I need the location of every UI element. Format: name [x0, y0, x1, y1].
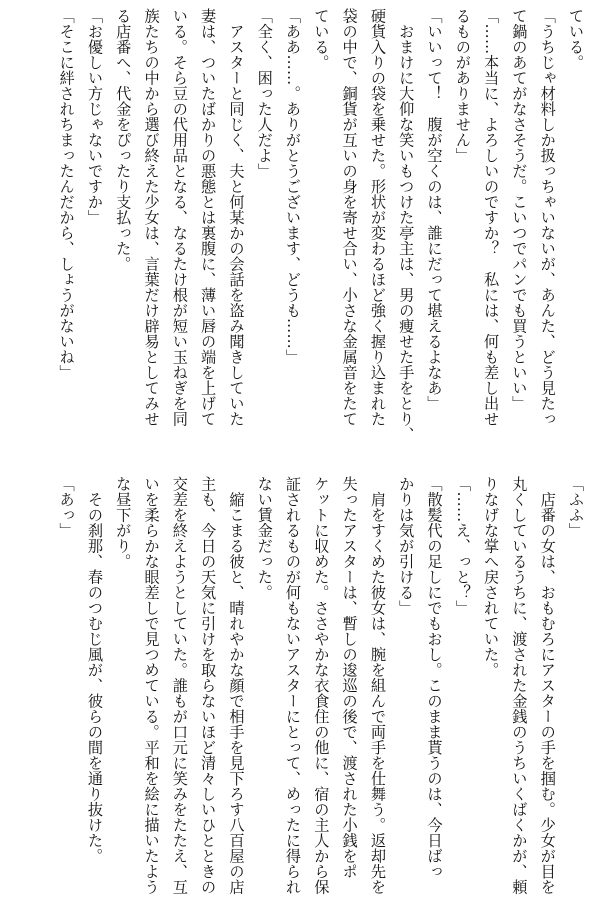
text-block-top [52, 8, 590, 448]
text-line: 交差を終えようとしていた。誰もが口元に笑みをたたえ、互 [170, 476, 189, 895]
text-line: 袋の中で、銅貨が互いの身を寄せ合い、小さな金属音をたて [340, 8, 359, 427]
text-line: かりは気が引ける」 [397, 476, 416, 616]
text-line: る店番へ、代金をぴったり支払った。 [114, 8, 133, 272]
text-line: 失ったアスターは、暫しの逡巡の後で、渡された小銭をポ [340, 476, 359, 879]
text-line: 硬貨入りの袋を乗せた。形状が変わるほど強く握り込まれた [368, 8, 387, 427]
text-line: 肩をすくめた彼女は、腕を組んで両手を仕舞う。返却先を [368, 476, 387, 895]
text-line: 「うちじゃ材料しか扱っちゃいないが、あんた、どう見たっ [538, 8, 557, 427]
text-line: 族たちの中から選び終えた少女は、言葉だけ辟易としてみせ [142, 8, 161, 427]
text-line: 「……え、っと？」 [453, 476, 472, 616]
text-line: 「ああ……。ありがとうございます、どうも……」 [284, 8, 303, 365]
text-line: ている。 [312, 8, 331, 70]
text-line: いる。そら豆の代用品となる、なるたけ根が短い玉ねぎを同 [170, 8, 189, 427]
text-line: 「全く、困った人だよ」 [255, 8, 274, 179]
text-line: 証されるものが何もないアスターにとって、めったに得られ [284, 476, 303, 895]
text-line: て鍋のあてがなさそうだ。こいつでパンでも買うといい」 [510, 8, 529, 411]
text-line: 「ふふ」 [567, 476, 585, 538]
text-line: 縮こまる彼と、晴れやかな顔で相手を見下ろす八百屋の店 [227, 476, 246, 895]
text-line: ケットに収めた。ささやかな衣食住の他に、宿の主人から保 [312, 476, 331, 895]
text-line: 「あっ」 [57, 476, 76, 538]
text-line: いを柔らかな眼差しで見つめている。平和を絵に描いたよう [142, 476, 161, 895]
text-line: ている。 [567, 8, 585, 70]
text-line: ない賃金だった。 [255, 476, 274, 600]
text-line: るものがありません」 [453, 8, 472, 163]
text-line: りなげな掌へ戻されていた。 [482, 476, 501, 678]
text-line: その刹那、春のつむじ風が、彼らの間を通り抜けた。 [85, 476, 104, 864]
text-line: 丸くしているうちに、渡された金銭のうちいくばくかが、頼 [510, 476, 529, 895]
text-line: 店番の女は、おもむろにアスターの手を掴む。少女が目を [538, 476, 557, 895]
text-line: な昼下がり。 [114, 476, 133, 569]
text-line: 「いいって！ 腹が空くのは、誰にだって堪えるよなあ」 [425, 8, 444, 411]
text-line: 「散髪代の足しにでもおし。このまま貰うのは、今日ばっ [425, 476, 444, 879]
text-line: 妻は、ついたばかりの悪態とは裏腹に、薄い唇の端を上げて [199, 8, 218, 427]
text-line: 「……本当に、よろしいのですか？ 私には、何も差し出せ [482, 8, 501, 427]
text-line: 「そこに絆されちまったんだから、しょうがないね」 [57, 8, 76, 380]
text-block-bottom [52, 476, 590, 916]
text-line: アスターと同じく、夫と何某かの会話を盗み聞きしていた [227, 8, 246, 427]
text-line: 「お優しい方じゃないですか」 [85, 8, 104, 225]
text-line: 主も、今日の天気に引けを取らないほど清々しいひとときの [199, 476, 218, 895]
text-line: おまけに大仰な笑いもつけた亭主は、男の痩せた手をとり、 [397, 8, 416, 442]
